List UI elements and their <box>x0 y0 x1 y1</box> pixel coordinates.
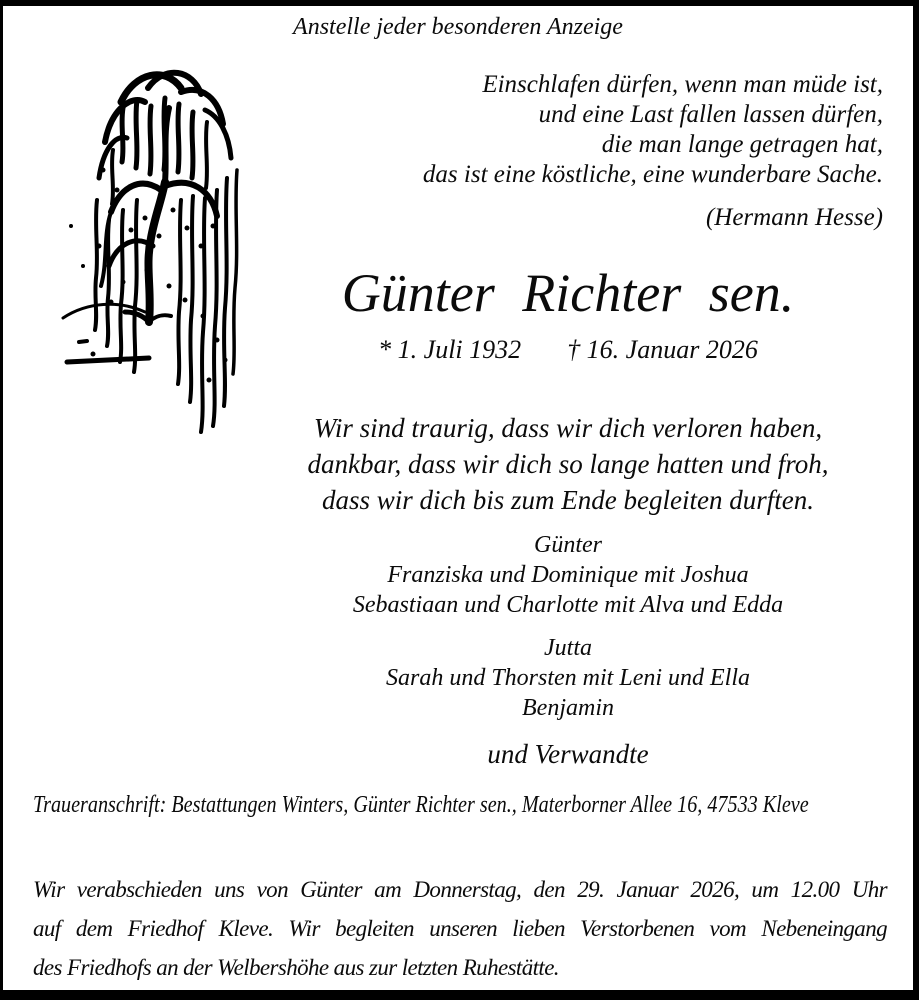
funeral-line: des Friedhofs an der Welbershöhe aus zur letzten Ruhestätte. <box>33 955 559 980</box>
birth-date: * 1. Juli 1932 <box>378 335 522 364</box>
mourner-line: Benjamin <box>522 695 614 721</box>
quote-line: die man lange getragen hat, <box>601 131 883 158</box>
death-date: † 16. Januar 2026 <box>567 335 758 364</box>
funeral-announcement <box>33 870 887 987</box>
condolence-line: dass wir dich bis zum Ende begleiten durften. <box>322 485 814 515</box>
mourner-line: Sarah und Thorsten mit Leni und Ella <box>385 665 751 691</box>
weeping-willow-illustration <box>53 50 253 450</box>
mourner-line: Günter <box>534 532 602 558</box>
header-note: Anstelle jeder besonderen Anzeige <box>293 14 623 40</box>
quote-attribution: (Hermann Hesse) <box>705 204 883 231</box>
funeral-line: Wir verabschieden uns von Günter am Donnerstag, den 29. Januar 2026, um 12.00 Uhr <box>33 877 887 902</box>
deceased-name: Günter Richter sen. <box>341 263 795 323</box>
life-dates <box>243 334 893 366</box>
mourner-line: Franziska und Dominique mit Joshua <box>387 562 749 588</box>
condolence-line: Wir sind traurig, dass wir dich verloren haben, <box>313 413 823 443</box>
weeping-willow-icon <box>53 50 253 450</box>
quote-block <box>423 70 883 233</box>
quote-line: Einschlafen dürfen, wenn man müde ist, <box>482 71 883 98</box>
funeral-line: auf dem Friedhof Kleve. Wir begleiten unseren lieben Verstorbenen vom Nebeneingang <box>33 916 887 941</box>
mourner-line: Jutta <box>544 635 592 661</box>
condolence-text <box>243 410 893 518</box>
quote-line: und eine Last fallen lassen dürfen, <box>538 101 883 128</box>
condolence-line: dankbar, dass wir dich so lange hatten und froh, <box>307 449 829 479</box>
condolence-address-text: Traueranschrift: Bestattungen Winters, Günter Richter sen., Materborner Allee 16, 47533 Kleve <box>33 792 809 818</box>
condolence-address <box>33 790 893 820</box>
mourners-list <box>243 530 893 770</box>
mourners-closing: und Verwandte <box>487 739 649 769</box>
mourner-line: Sebastiaan und Charlotte mit Alva und Edda <box>352 592 784 618</box>
quote-line: das ist eine köstliche, eine wunderbare Sache. <box>422 161 883 188</box>
